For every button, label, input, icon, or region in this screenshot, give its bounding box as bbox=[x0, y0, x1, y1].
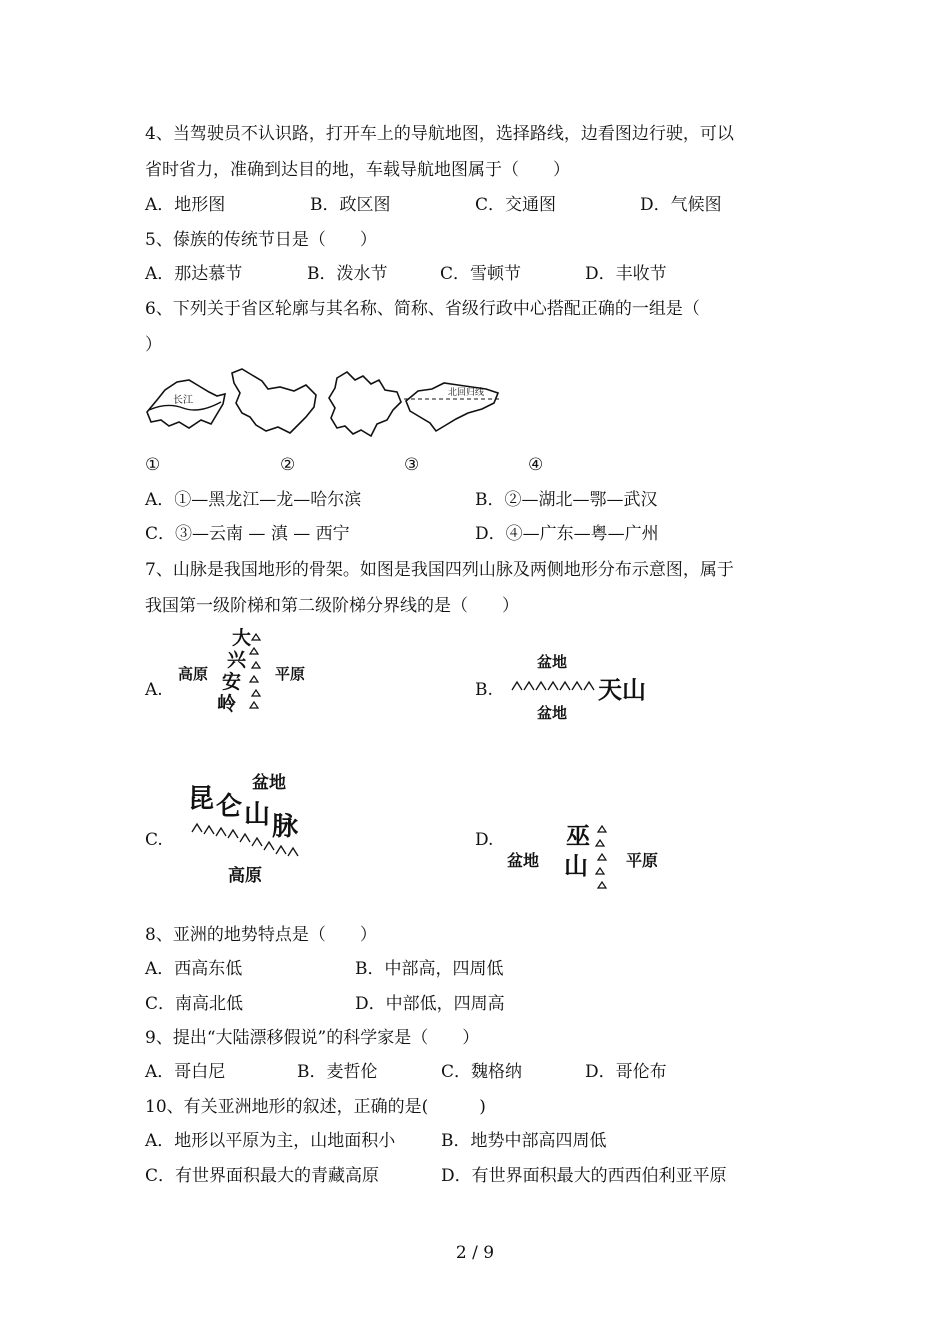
q4-option-c: C．交通图 bbox=[475, 195, 557, 215]
q8-stem: 8、亚洲的地势特点是（ ） bbox=[145, 925, 377, 945]
figA-mountain-char-3: 安 bbox=[222, 671, 242, 693]
q7-option-b-letter: B. bbox=[475, 680, 493, 700]
map-marker-4: ④ bbox=[528, 455, 544, 475]
map1-river-label: 长江 bbox=[173, 395, 193, 406]
page-number: 2 / 9 bbox=[455, 1243, 495, 1263]
q4-option-b: B．政区图 bbox=[310, 195, 391, 215]
q6-option-d: D．④—广东—粤—广州 bbox=[475, 524, 659, 544]
figC-top-label: 盆地 bbox=[252, 773, 286, 793]
figD-mountain-char-2: 山 bbox=[564, 852, 588, 880]
figC-mountain-char-1: 昆 bbox=[188, 784, 215, 814]
figC-mountain-char-3: 山 bbox=[244, 800, 271, 830]
figA-mountain-char-4: 岭 bbox=[217, 693, 237, 715]
q6-option-c: C．③—云南 — 滇 — 西宁 bbox=[145, 524, 350, 544]
figC-mountain-char-4: 脉 bbox=[272, 812, 299, 842]
map-marker-2: ② bbox=[280, 455, 296, 475]
figD-right-label: 平原 bbox=[626, 851, 659, 870]
q9-stem: 9、提出“大陆漂移假说”的科学家是（ ） bbox=[145, 1028, 480, 1048]
province-map-1 bbox=[143, 372, 228, 432]
q9-option-d: D．哥伦布 bbox=[585, 1062, 667, 1082]
figD-mountain-char-1: 巫 bbox=[566, 822, 590, 850]
q4-stem-line1: 4、当驾驶员不认识路，打开车上的导航地图，选择路线，边看图边行驶，可以 bbox=[145, 124, 734, 144]
q5-stem: 5、傣族的传统节日是（ ） bbox=[145, 230, 377, 250]
q10-option-b: B．地势中部高四周低 bbox=[441, 1131, 607, 1151]
q8-option-d: D．中部低，四周高 bbox=[355, 994, 505, 1014]
figD-left-label: 盆地 bbox=[507, 851, 540, 870]
province-map-3 bbox=[325, 370, 405, 440]
q10-option-a: A．地形以平原为主，山地面积小 bbox=[145, 1131, 396, 1151]
map-marker-1: ① bbox=[145, 455, 161, 475]
figB-mountain-symbols bbox=[510, 678, 596, 694]
map-marker-3: ③ bbox=[404, 455, 420, 475]
q5-option-c: C．雪顿节 bbox=[440, 264, 522, 284]
q9-option-a: A．哥白尼 bbox=[145, 1062, 226, 1082]
q5-option-a: A．那达慕节 bbox=[145, 264, 243, 284]
q7-stem-line2: 我国第一级阶梯和第二级阶梯分界线的是（ ） bbox=[145, 596, 519, 616]
figC-mountain-symbols bbox=[190, 820, 300, 860]
province-map-2 bbox=[228, 367, 320, 437]
q7-option-d-letter: D. bbox=[475, 830, 494, 850]
q9-option-b: B．麦哲伦 bbox=[297, 1062, 378, 1082]
q6-stem-line1: 6、下列关于省区轮廓与其名称、简称、省级行政中心搭配正确的一组是（ bbox=[145, 299, 700, 319]
q4-option-d: D．气候图 bbox=[640, 195, 722, 215]
q10-option-d: D．有世界面积最大的西西伯利亚平原 bbox=[441, 1166, 727, 1186]
figA-right-label: 平原 bbox=[275, 665, 306, 683]
figA-left-label: 高原 bbox=[178, 665, 209, 683]
q6-stem-line2: ） bbox=[145, 335, 162, 355]
q8-option-c: C．南高北低 bbox=[145, 994, 244, 1014]
q6-option-b: B．②—湖北—鄂—武汉 bbox=[475, 490, 658, 510]
figA-mountain-symbols bbox=[246, 630, 266, 712]
q5-option-d: D．丰收节 bbox=[585, 264, 667, 284]
province-map-4 bbox=[402, 377, 502, 437]
figD-mountain-symbols bbox=[592, 822, 612, 894]
q9-option-c: C．魏格纳 bbox=[441, 1062, 523, 1082]
q10-stem: 10、有关亚洲地形的叙述，正确的是( ) bbox=[145, 1097, 486, 1117]
q4-stem-line2: 省时省力，准确到达目的地，车载导航地图属于（ ） bbox=[145, 160, 570, 180]
figB-bottom-label: 盆地 bbox=[537, 704, 568, 722]
figB-top-label: 盆地 bbox=[537, 653, 568, 671]
q5-option-b: B．泼水节 bbox=[307, 264, 388, 284]
q4-option-a: A．地形图 bbox=[145, 195, 226, 215]
figA-mountain-char-1: 大 bbox=[232, 627, 252, 649]
map4-tropic-label: 北回归线 bbox=[448, 388, 485, 398]
figA-mountain-char-2: 兴 bbox=[227, 649, 247, 671]
figC-mountain-char-2: 仑 bbox=[216, 792, 243, 822]
q8-option-a: A．西高东低 bbox=[145, 959, 243, 979]
q7-option-c-letter: C. bbox=[145, 830, 163, 850]
q7-stem-line1: 7、山脉是我国地形的骨架。如图是我国四列山脉及两侧地形分布示意图，属于 bbox=[145, 560, 734, 580]
figC-bottom-label: 高原 bbox=[228, 866, 262, 886]
q6-option-a: A．①—黑龙江—龙—哈尔滨 bbox=[145, 490, 362, 510]
q7-option-a-letter: A. bbox=[145, 680, 163, 700]
q10-option-c: C．有世界面积最大的青藏高原 bbox=[145, 1166, 380, 1186]
q8-option-b: B．中部高，四周低 bbox=[355, 959, 504, 979]
figB-mountain-label: 天山 bbox=[598, 676, 646, 704]
